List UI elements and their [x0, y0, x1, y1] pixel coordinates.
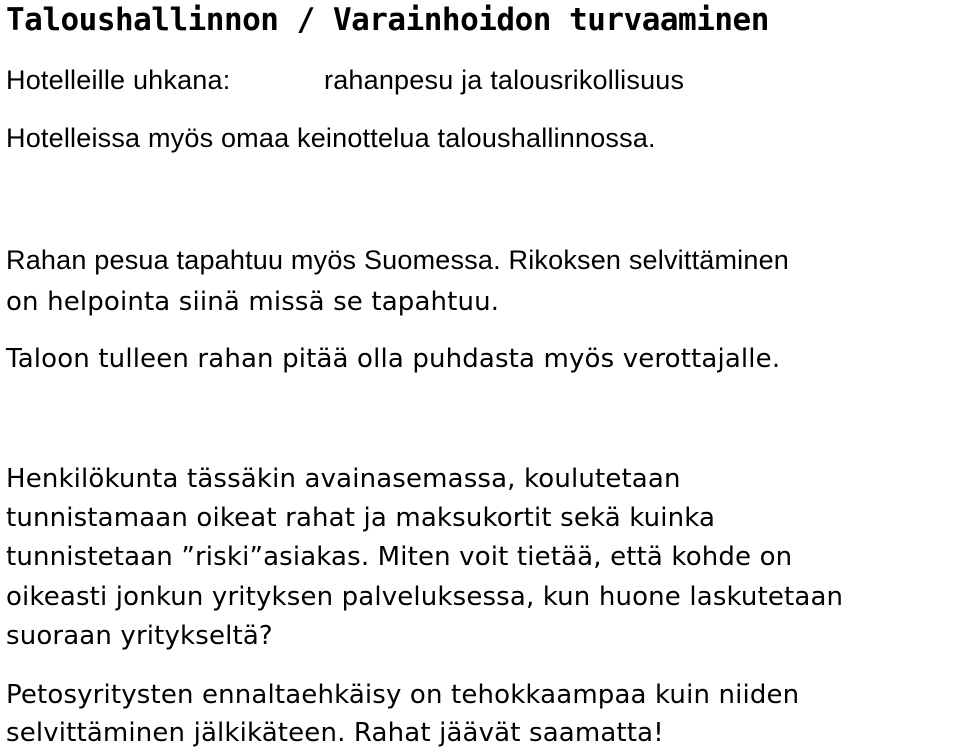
- laundering-line-2: on helpointa siinä missä se tapahtuu.: [6, 287, 500, 317]
- threat-value: rahanpesu ja talousrikollisuus: [324, 65, 685, 95]
- slide-title: Taloushallinnon / Varainhoidon turvaaminen: [6, 2, 769, 38]
- staff-line-5: suoraan yritykseltä?: [6, 621, 273, 651]
- threat-line: [6, 63, 684, 97]
- prevention-line-2: selvittäminen jälkikäteen. Rahat jäävät saamatta!: [6, 718, 664, 748]
- threat-label: Hotelleille uhkana:: [6, 65, 231, 95]
- staff-line-4: oikeasti jonkun yrityksen palveluksessa, kun huone laskutetaan: [6, 582, 844, 612]
- laundering-line-3: Taloon tulleen rahan pitää olla puhdasta myös verottajalle.: [6, 344, 781, 374]
- prevention-line-1: Petosyritysten ennaltaehkäisy on tehokkaampaa kuin niiden: [6, 680, 800, 710]
- staff-line-2: tunnistamaan oikeat rahat ja maksukortit sekä kuinka: [6, 503, 716, 533]
- speculation-line: Hotelleissa myös omaa keinottelua taloushallinnossa.: [6, 123, 656, 153]
- staff-line-3: tunnistetaan ”riski”asiakas. Miten voit tietää, että kohde on: [6, 542, 793, 572]
- laundering-line-1: Rahan pesua tapahtuu myös Suomessa. Rikoksen selvittäminen: [6, 245, 790, 275]
- staff-line-1: Henkilökunta tässäkin avainasemassa, koulutetaan: [6, 464, 681, 494]
